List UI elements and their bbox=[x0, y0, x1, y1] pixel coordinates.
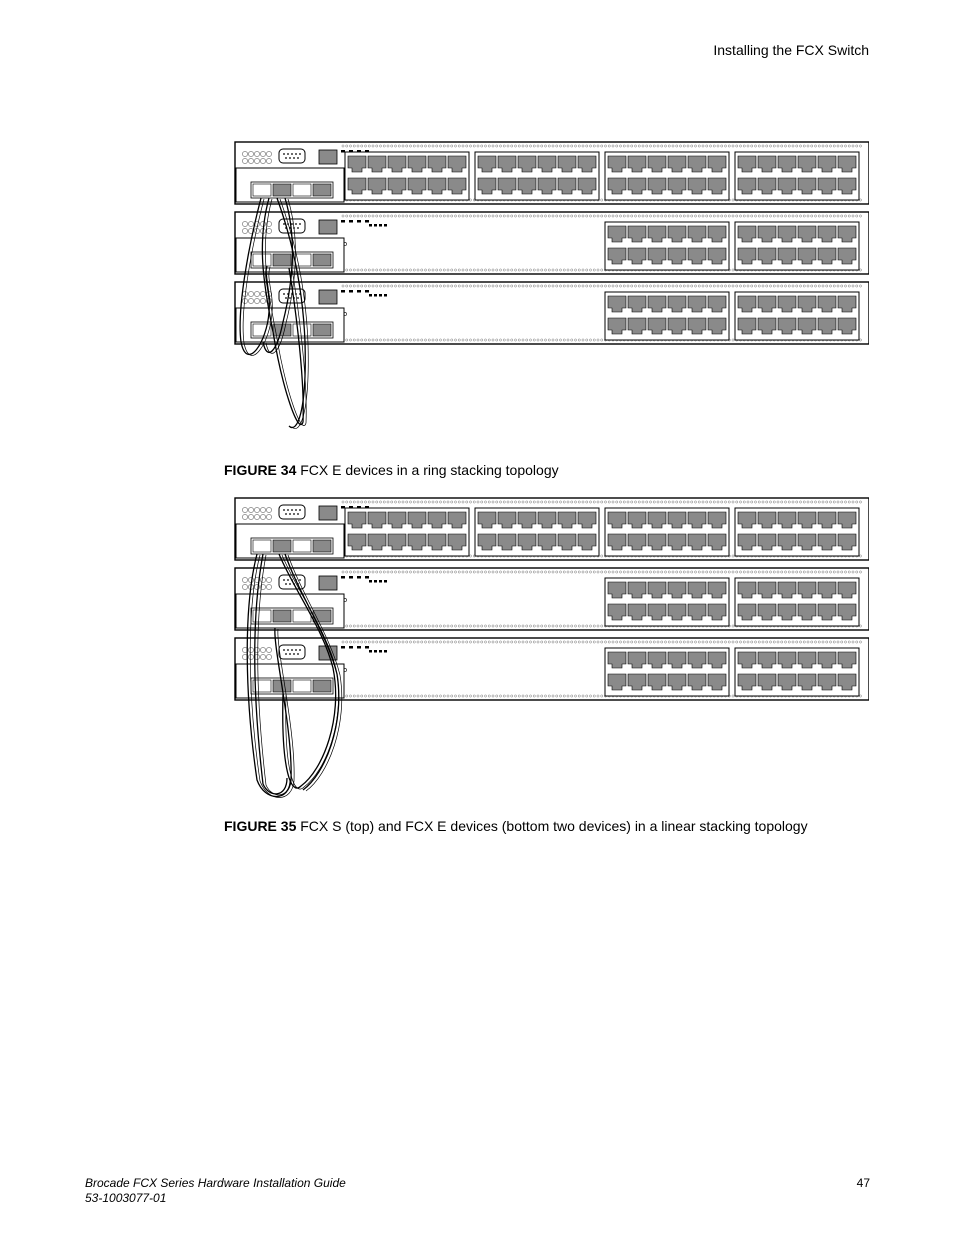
status-led bbox=[384, 650, 387, 653]
pin bbox=[295, 649, 297, 651]
status-led bbox=[384, 580, 387, 583]
status-led bbox=[369, 224, 372, 227]
status-led bbox=[374, 580, 377, 583]
management-port bbox=[319, 576, 337, 590]
status-led bbox=[365, 646, 369, 649]
status-led bbox=[369, 580, 372, 583]
status-led bbox=[379, 224, 382, 227]
switch-unit bbox=[235, 568, 869, 630]
pin bbox=[299, 223, 301, 225]
switch-unit bbox=[235, 142, 869, 204]
pin bbox=[285, 653, 287, 655]
status-led bbox=[341, 576, 345, 579]
figure-34-label: FIGURE 34 bbox=[224, 462, 297, 478]
pin bbox=[289, 297, 291, 299]
page-footer bbox=[85, 1176, 870, 1206]
status-led bbox=[357, 220, 361, 223]
pin bbox=[289, 653, 291, 655]
stacking-port bbox=[313, 184, 331, 196]
pin bbox=[297, 513, 299, 515]
figure-34-ring-stack bbox=[233, 140, 869, 440]
status-led bbox=[357, 290, 361, 293]
stacking-port bbox=[313, 540, 331, 552]
status-led bbox=[341, 290, 345, 293]
figure-35-label: FIGURE 35 bbox=[224, 818, 297, 834]
pin bbox=[283, 509, 285, 511]
status-led bbox=[357, 646, 361, 649]
console-port bbox=[279, 505, 305, 519]
console-port bbox=[279, 149, 305, 163]
stacking-port bbox=[253, 540, 271, 552]
console-port bbox=[279, 575, 305, 589]
pin bbox=[291, 223, 293, 225]
status-led bbox=[379, 294, 382, 297]
status-led bbox=[365, 290, 369, 293]
pin bbox=[283, 649, 285, 651]
pin bbox=[285, 297, 287, 299]
stacking-port bbox=[313, 680, 331, 692]
status-led bbox=[365, 220, 369, 223]
stacking-port bbox=[313, 254, 331, 266]
status-led bbox=[357, 576, 361, 579]
footer-doc-title: Brocade FCX Series Hardware Installation Guide bbox=[85, 1176, 346, 1190]
pin bbox=[289, 513, 291, 515]
pin bbox=[299, 509, 301, 511]
stacking-port bbox=[273, 254, 291, 266]
figure-34-caption bbox=[224, 462, 559, 478]
status-led bbox=[369, 650, 372, 653]
pin bbox=[291, 509, 293, 511]
pin bbox=[299, 153, 301, 155]
pin bbox=[287, 153, 289, 155]
pin bbox=[283, 153, 285, 155]
pin bbox=[293, 513, 295, 515]
running-header: Installing the FCX Switch bbox=[713, 42, 869, 58]
figure-34-caption-text: FCX E devices in a ring stacking topology bbox=[300, 462, 559, 478]
stacking-port bbox=[293, 540, 311, 552]
pin bbox=[283, 579, 285, 581]
status-led bbox=[374, 294, 377, 297]
status-led bbox=[341, 220, 345, 223]
pin bbox=[297, 157, 299, 159]
ring-stack-illustration bbox=[233, 140, 869, 440]
status-led bbox=[374, 650, 377, 653]
stacking-port bbox=[273, 540, 291, 552]
figure-35-caption-text: FCX S (top) and FCX E devices (bottom two devices) in a linear stacking topology bbox=[300, 818, 808, 834]
switch-unit bbox=[235, 498, 869, 560]
pin bbox=[297, 227, 299, 229]
stacking-port bbox=[293, 184, 311, 196]
figure-35-caption bbox=[224, 818, 808, 834]
pin bbox=[287, 649, 289, 651]
switch-unit bbox=[235, 638, 869, 700]
status-led bbox=[379, 650, 382, 653]
switch-unit bbox=[235, 212, 869, 274]
stacking-port bbox=[293, 680, 311, 692]
figure-35-linear-stack bbox=[233, 496, 869, 798]
pin bbox=[295, 223, 297, 225]
status-led bbox=[384, 224, 387, 227]
status-led bbox=[374, 224, 377, 227]
status-led bbox=[349, 646, 353, 649]
status-led bbox=[379, 580, 382, 583]
stacking-port bbox=[273, 184, 291, 196]
pin bbox=[291, 649, 293, 651]
pin bbox=[287, 579, 289, 581]
pin bbox=[289, 157, 291, 159]
stacking-port bbox=[273, 610, 291, 622]
linear-stack-illustration bbox=[233, 496, 869, 798]
footer-page-number: 47 bbox=[856, 1176, 870, 1190]
status-led bbox=[384, 294, 387, 297]
pin bbox=[285, 583, 287, 585]
pin bbox=[293, 653, 295, 655]
footer-doc-number: 53-1003077-01 bbox=[85, 1191, 167, 1205]
status-led bbox=[369, 294, 372, 297]
pin bbox=[285, 513, 287, 515]
pin bbox=[289, 583, 291, 585]
stacking-port bbox=[293, 324, 311, 336]
pin bbox=[299, 579, 301, 581]
pin bbox=[283, 293, 285, 295]
management-port bbox=[319, 506, 337, 520]
status-led bbox=[349, 576, 353, 579]
status-led bbox=[365, 576, 369, 579]
console-port bbox=[279, 645, 305, 659]
stacking-port bbox=[253, 184, 271, 196]
management-port bbox=[319, 290, 337, 304]
pin bbox=[285, 157, 287, 159]
pin bbox=[299, 649, 301, 651]
pin bbox=[293, 157, 295, 159]
status-led bbox=[349, 220, 353, 223]
status-led bbox=[341, 150, 345, 153]
stacking-port bbox=[313, 324, 331, 336]
pin bbox=[297, 297, 299, 299]
status-led bbox=[341, 646, 345, 649]
status-led bbox=[341, 506, 345, 509]
status-led bbox=[349, 290, 353, 293]
stacking-port bbox=[253, 324, 271, 336]
stacking-port bbox=[293, 610, 311, 622]
pin bbox=[295, 153, 297, 155]
management-port bbox=[319, 220, 337, 234]
pin bbox=[283, 223, 285, 225]
pin bbox=[291, 153, 293, 155]
management-port bbox=[319, 150, 337, 164]
pin bbox=[287, 509, 289, 511]
pin bbox=[295, 509, 297, 511]
pin bbox=[297, 653, 299, 655]
switch-unit bbox=[235, 282, 869, 344]
